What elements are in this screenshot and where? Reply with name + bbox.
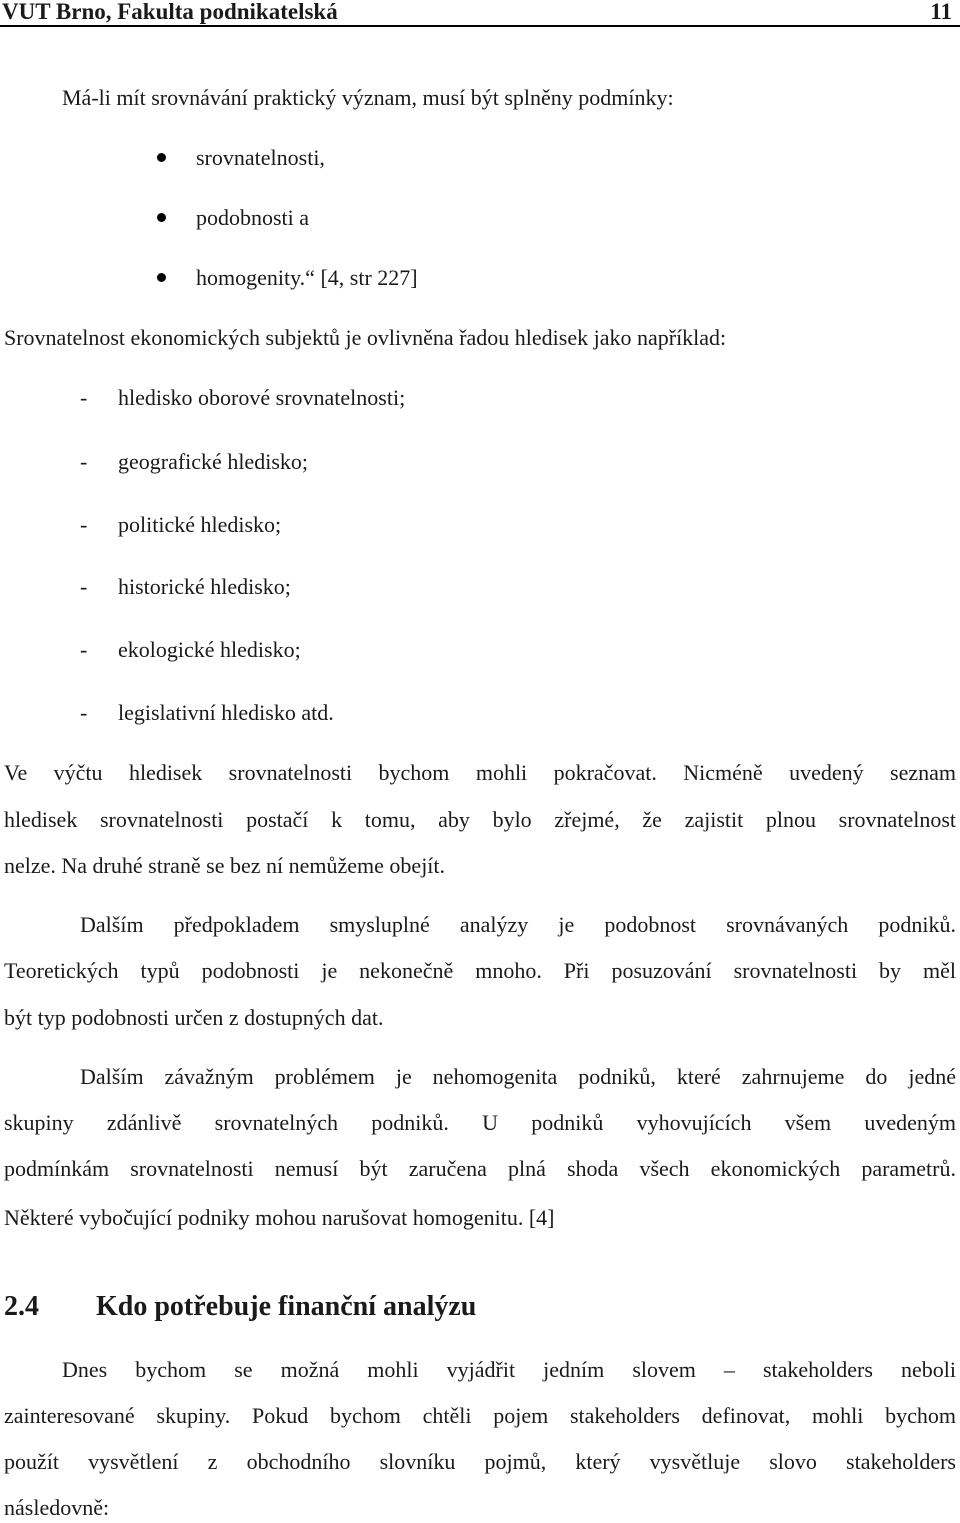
- paragraph-line: následovně:: [4, 1495, 110, 1520]
- dash-icon: -: [80, 512, 88, 537]
- paragraph-line: Dalším závažným problémem je nehomogenita podniků, které zahrnujeme do jedné: [80, 1064, 956, 1089]
- paragraph-line: skupiny zdánlivě srovnatelných podniků. U podniků vyhovujících všem uvedeným: [4, 1110, 956, 1135]
- dash-icon: -: [80, 700, 88, 725]
- paragraph-srovnatelnost: Srovnatelnost ekonomických subjektů je ovlivněna řadou hledisek jako například:: [4, 325, 727, 350]
- paragraph-line: zainteresované skupiny. Pokud bychom chtěli pojem stakeholders definovat, mohli bychom: [4, 1403, 956, 1428]
- bullet-icon: [157, 213, 166, 222]
- dash-icon: -: [80, 385, 88, 410]
- paragraph-line: Některé vybočující podniky mohou narušovat homogenitu. [4]: [4, 1205, 555, 1230]
- bullet-icon: [157, 273, 166, 282]
- page-header: [0, 0, 960, 27]
- paragraph-line: Dalším předpokladem smysluplné analýzy je podobnost srovnávaných podniků.: [80, 912, 956, 937]
- paragraph-line: Dnes bychom se možná mohli vyjádřit jedním slovem – stakeholders neboli: [62, 1357, 956, 1382]
- header-title: VUT Brno, Fakulta podnikatelská: [2, 0, 338, 24]
- paragraph-line: Ve výčtu hledisek srovnatelnosti bychom mohli pokračovat. Nicméně uvedený seznam: [4, 760, 956, 785]
- paragraph-line: hledisek srovnatelnosti postačí k tomu, aby bylo zřejmé, že zajistit plnou srovnatelnost: [4, 807, 956, 832]
- paragraph-line: podmínkám srovnatelnosti nemusí být zaručena plná shoda všech ekonomických parametrů.: [4, 1156, 956, 1181]
- intro-paragraph: Má-li mít srovnávání praktický význam, musí být splněny podmínky:: [62, 85, 674, 110]
- section-title: Kdo potřebuje finanční analýzu: [96, 1291, 477, 1322]
- page-number: 11: [930, 0, 952, 24]
- paragraph-line: použít vysvětlení z obchodního slovníku pojmů, který vysvětluje slovo stakeholders: [4, 1449, 956, 1474]
- paragraph-line: nelze. Na druhé straně se bez ní nemůžeme obejít.: [4, 853, 446, 878]
- dash-icon: -: [80, 574, 88, 599]
- bullet-icon: [157, 153, 166, 162]
- section-number: 2.4: [4, 1291, 39, 1322]
- dash-icon: -: [80, 449, 88, 474]
- dash-icon: -: [80, 637, 88, 662]
- paragraph-line: Teoretických typů podobnosti je nekonečně mnoho. Při posuzování srovnatelnosti by měl: [4, 958, 956, 983]
- paragraph-line: být typ podobnosti určen z dostupných dat.: [4, 1005, 384, 1030]
